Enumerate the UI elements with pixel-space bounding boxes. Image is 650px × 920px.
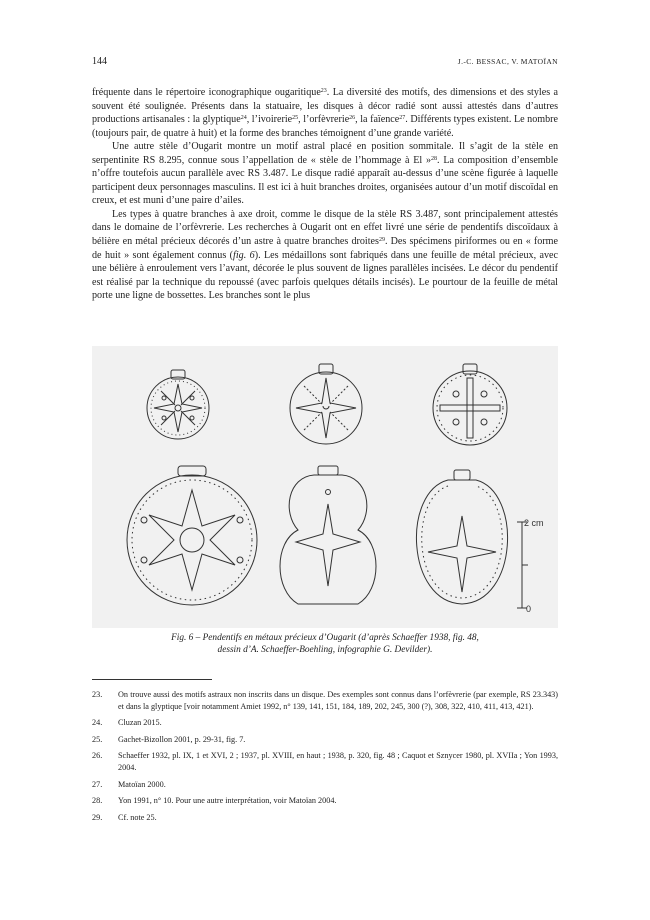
running-header [92, 56, 558, 70]
footnote: 27. Matoïan 2000. [92, 779, 166, 789]
footnote-ref[interactable]: 26 [349, 115, 356, 122]
pendant-disc-small-star [147, 370, 209, 439]
footnotes [92, 689, 558, 828]
footnote: 26. Schaeffer 1932, pl. IX, 1 et XVI, 2 ; 1937, pl. XVIII, en haut ; 1938, p. 320, fig. 48 ; Caquot et Sznycer 1980, pl. XVIIa ; Yon 1993, 2004. [92, 751, 558, 772]
pendant-disc-large-star [127, 466, 257, 605]
pendant-disc-four-ray [290, 364, 362, 444]
footnote-ref[interactable]: 29 [378, 237, 385, 244]
scale-label-top: 2 cm [524, 518, 544, 528]
paragraph-1: fréquente dans le répertoire iconographique ougaritique$^{23}$. La diversité des motifs, des dimensions et des styles a souvent été soulignée. Présents dans la statuaire, les disques à décor radié sont aussi attestés dans d’autres productions artisanales : la glyptique$^{24}$, l’ivoirerie$^{25}$, l’orfèvrerie$^{26}$, la faïence$^{27}$. Différents types existent. Le nombre (toujours pair, de quatre à huit) et la forme des branches témoignent d’une grande variété. [92, 87, 558, 139]
footnote-ref[interactable]: 25 [292, 115, 299, 122]
footnote: 25. Gachet-Bizollon 2001, p. 29-31, fig. 7. [92, 734, 246, 744]
footnote-ref[interactable]: 24 [240, 115, 247, 122]
figure-ref[interactable]: fig. 6 [233, 249, 255, 261]
paragraph-2: Une autre stèle d’Ougarit montre un motif astral placé en position sommitale. Il s’agit de la stèle en serpentinite RS 8.295, connue sous l’appellation de « stèle de l’hommage à El »$^{28}$. La composition d’ensemble n’offre toutefois aucun parallèle avec RS 3.487. Le disque radié apparaît au-dessus d’une scène figurée à laquelle participent deux personnages masculins. Il est ici à huit branches droites, organisées autour d’un motif discoïdal en creux, et est muni d’une paire d’ailes. [92, 141, 558, 207]
pendant-figure-eight [280, 466, 376, 604]
footnote-ref[interactable]: 27 [399, 115, 406, 122]
footnote: 28. Yon 1991, n° 10. Pour une autre interprétation, voir Matoïan 2004. [92, 796, 337, 806]
pendant-pear-shaped [416, 470, 507, 604]
scale-bar [517, 522, 528, 608]
page-number: 144 [92, 56, 107, 67]
footnote-ref[interactable]: 28 [431, 155, 438, 162]
footnote: 29. Cf. note 25. [92, 812, 157, 822]
footnote: 24. Cluzan 2015. [92, 718, 162, 728]
caption-line-1: Fig. 6 – Pendentifs en métaux précieux d’Ougarit (d’après Schaeffer 1938, fig. 48, [171, 633, 479, 643]
pendant-drawings [92, 346, 558, 628]
footnote: 23. On trouve aussi des motifs astraux non inscrits dans un disque. Des exemples sont connus dans l’orfèvrerie (par exemple, RS 23.343) et dans la glyptique [voir notamment Amiet 1992, n° 139, 141, 151, 184, 189, 202, 245, 300 (?), 308, 322, 410, 411, 413, 421). [92, 690, 558, 711]
paragraph-3: Les types à quatre branches à axe droit, comme le disque de la stèle RS 3.487, sont principalement attestés dans le domaine de l’orfèvrerie. Les recherches à Ougarit ont en effet livré une série de pendentifs discoïdaux à bélière en métal précieux décorés d’un astre à quatre branches droites$^{29}$. Des spécimens piriformes ou en « forme de huit » sont également connus (fig. 6). Les médaillons sont fabriqués dans une feuille de métal précieux, avec une bélière à enroulement vers l’avant, décorée le plus souvent de lignes parallèles incisées. Le décor du pendentif est réalisé par la technique du repoussé (avec parfois quelques détails incisés). Le pourtour de la feuille de métal porte une ligne de bossettes. Les branches sont le plus [92, 208, 559, 302]
footnote-ref[interactable]: 23 [320, 88, 327, 94]
figure-caption [92, 632, 558, 656]
footnote-rule [92, 679, 212, 680]
scale-label-bottom: 0 [526, 604, 532, 614]
body-text [92, 86, 558, 303]
pendant-disc-cross [433, 364, 507, 445]
running-authors: J.-C. BESSAC, V. MATOÏAN [457, 57, 558, 66]
caption-line-2: dessin d’A. Schaeffer-Boehling, infographie G. Devilder). [217, 645, 433, 655]
figure-6-pendants [92, 346, 558, 628]
